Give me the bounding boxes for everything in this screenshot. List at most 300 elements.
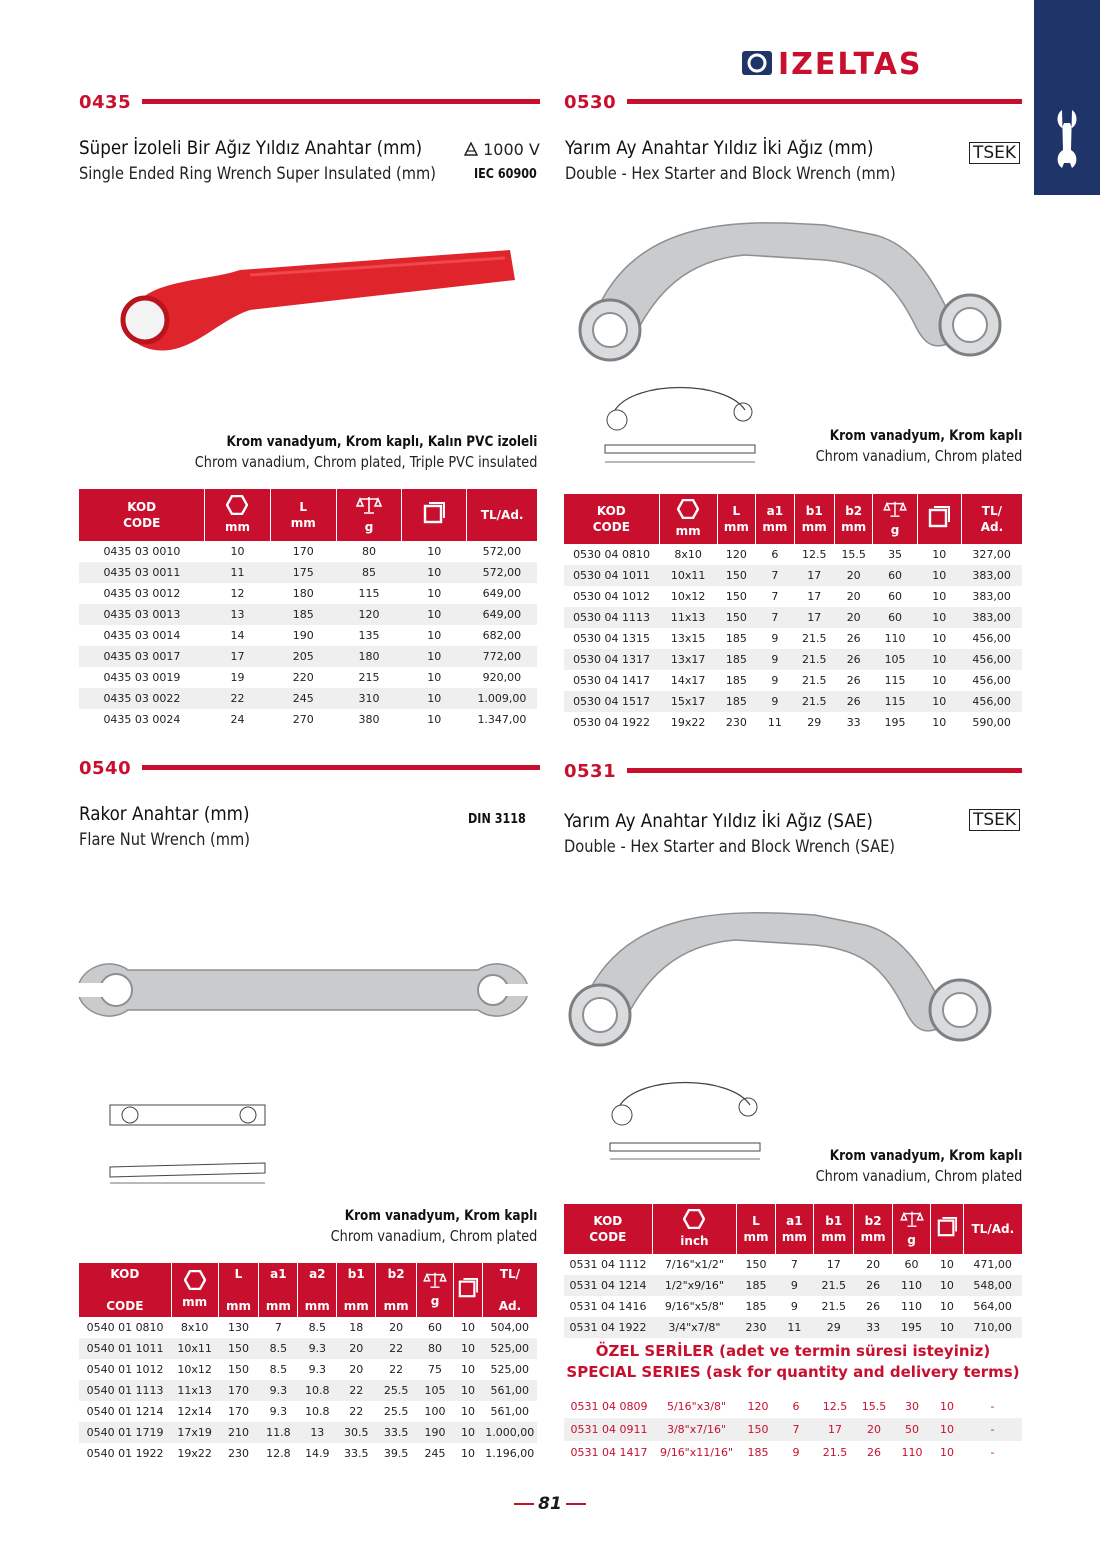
th-size: inch [652,1204,737,1254]
scale-icon [882,500,908,518]
table-cell: 120 [725,548,747,561]
table-cell: 0540 01 1719 [79,1422,171,1443]
table-cell: 39.5 [383,1447,409,1460]
title-tr-0530: Yarım Ay Anahtar Yıldız İki Ağız (mm) [565,137,874,159]
table-cell: 10 [932,548,947,561]
table-cell: 11x13 [659,607,717,628]
table-cell: 19 [230,671,245,684]
table-cell: 8.5 [259,1338,298,1359]
table-row [564,565,1022,586]
title-en-0540: Flare Nut Wrench (mm) [79,830,250,850]
table-cell: 245 [270,688,336,709]
table-cell: 80 [362,545,377,558]
table-cell: 6 [771,548,779,561]
table-cell: 21.5 [802,674,827,687]
table-cell: 11 [205,562,270,583]
table-cell: 14x17 [670,674,706,687]
table-row [79,562,537,583]
table-cell: 21.5 [794,691,834,712]
table-cell: 10x11 [659,565,717,586]
table-row [564,691,1022,712]
table-cell: 75 [428,1363,443,1376]
table-cell: 17x19 [171,1422,218,1443]
table-cell: 180 [292,587,314,600]
table-cell: 22 [376,1338,417,1359]
table-row [564,544,1022,565]
table-cell: 0435 03 0017 [79,646,205,667]
table-cell: 150 [228,1363,249,1376]
hex-icon [226,495,248,515]
table-cell: - [963,1418,1022,1441]
flare-nut-wrench-image [78,950,528,1030]
table-0531-special [564,1395,1022,1464]
title-tr-0531: Yarım Ay Anahtar Yıldız İki Ağız (SAE) [564,810,873,832]
title-en-0530: Double - Hex Starter and Block Wrench (mm) [565,164,896,184]
table-cell: 210 [218,1422,259,1443]
table-cell: 20 [866,1258,881,1271]
table-cell: 170 [218,1380,259,1401]
th-code: KOD CODE [564,1204,652,1254]
table-cell: 29 [814,1317,854,1338]
table-cell: 310 [336,688,401,709]
table-cell: 525,00 [482,1338,537,1359]
table-cell: 150 [739,1418,777,1441]
brand-logo-text: IZELTAS [778,47,923,78]
table-row [79,1401,537,1422]
table-cell: 380 [358,713,380,726]
special-series-en: SPECIAL SERIES (ask for quantity and delivery terms) [566,1363,1020,1381]
material-0435 [139,434,537,471]
voltage-rating [464,140,540,159]
table-cell: 7 [790,1258,798,1271]
table-cell: 25.5 [383,1405,409,1418]
table-cell: 10 [460,1321,475,1334]
half-moon-wrench-image [575,205,1030,370]
table-cell: 26 [834,649,872,670]
table-cell: 33.5 [343,1447,369,1460]
hex-icon [677,499,699,519]
table-cell: 33 [846,716,861,729]
table-row [79,583,537,604]
section-divider [142,765,540,770]
th-length: L mm [717,494,755,544]
table-cell: 170 [292,545,314,558]
table-cell: 17 [826,1258,841,1271]
table-row [79,1443,537,1464]
table-cell: 0531 04 0911 [564,1418,654,1441]
th-length: L mm [218,1263,259,1317]
table-cell: 649,00 [467,604,537,625]
section-code-0435: 0435 [79,92,132,113]
table-cell: 130 [228,1321,249,1334]
table-cell: 10 [932,716,947,729]
table-cell: 10 [931,1275,963,1296]
th-code: KOD CODE [79,489,205,541]
table-cell: 1/2"x9/16" [652,1275,737,1296]
table-cell: 120 [336,604,401,625]
table-cell: 548,00 [963,1275,1022,1296]
th-length: L mm [737,1204,775,1254]
table-cell: 9 [792,1446,800,1459]
table-cell: 0531 04 1417 [570,1446,648,1459]
table-cell: 110 [884,632,906,645]
voltage-text: 1000 V [483,140,540,159]
box-icon [928,506,950,528]
table-cell: 60 [873,565,917,586]
material-en: Chrom vanadium, Chrom plated [815,1167,1022,1185]
material-tr: Krom vanadyum, Krom kaplı, Kalın PVC izoleli [226,434,537,450]
table-row [79,1359,537,1380]
table-cell: 0435 03 0012 [103,587,181,600]
table-cell: 13x17 [659,649,717,670]
table-cell: 13 [298,1422,337,1443]
table-cell: 772,00 [467,646,537,667]
material-en: Chrom vanadium, Chrom plated, Triple PVC insulated [194,453,537,471]
table-cell: 504,00 [490,1321,529,1334]
th-b1: b1 mm [794,494,834,544]
table-cell: 10 [932,674,947,687]
table-cell: 10x12 [670,590,706,603]
table-cell: 12 [230,587,245,600]
th-price: TL/Ad. [963,1204,1022,1254]
table-row [79,541,537,562]
table-cell: 120 [747,1400,769,1413]
scale-icon [422,1271,448,1289]
table-cell: 220 [292,671,314,684]
table-row [564,628,1022,649]
box-icon [937,1217,957,1237]
table-cell: 26 [846,632,861,645]
table-cell: 10 [453,1422,482,1443]
table-cell: 10 [402,646,467,667]
category-tab [1034,0,1100,195]
th-a1: a1 mm [756,494,794,544]
material-tr: Krom vanadyum, Krom kaplı [829,1148,1022,1164]
table-cell: 10.8 [298,1380,337,1401]
table-cell: 0530 04 1317 [564,649,659,670]
table-row [79,625,537,646]
insulated-wrench-image [100,240,520,370]
table-row [79,1422,537,1443]
table-cell: 190 [417,1422,454,1443]
table-cell: 185 [725,632,747,645]
table-cell: 10x11 [171,1338,218,1359]
table-cell: 115 [884,674,906,687]
table-cell: 0435 03 0014 [103,629,181,642]
table-cell: - [990,1446,995,1459]
table-0531 [564,1204,1022,1338]
table-cell: 9 [775,1275,813,1296]
section-code-0540: 0540 [79,758,132,779]
material-tr: Krom vanadyum, Krom kaplı [344,1208,537,1224]
table-cell: 0540 01 1011 [79,1338,171,1359]
th-b1: b1 mm [337,1263,376,1317]
table-cell: 195 [892,1317,930,1338]
material-0530 [782,428,1022,465]
table-cell: 22 [389,1363,404,1376]
table-cell: 230 [228,1447,249,1460]
th-weight: g [336,489,401,541]
table-cell: 26 [846,674,861,687]
table-cell: 1.000,00 [482,1422,537,1443]
table-cell: 572,00 [482,545,522,558]
table-cell: 150 [218,1338,259,1359]
table-cell: 8.5 [308,1321,327,1334]
table-row [79,709,537,730]
table-cell: 471,00 [973,1258,1012,1271]
table-cell: 10 [932,632,947,645]
table-cell: 10 [230,545,245,558]
table-row [564,670,1022,691]
table-cell: 456,00 [972,632,1011,645]
table-cell: 17 [807,590,822,603]
table-cell: 1.347,00 [477,713,527,726]
table-cell: 110 [901,1300,922,1313]
table-cell: 12.5 [802,548,827,561]
table-cell: 0435 03 0022 [79,688,205,709]
table-cell: 230 [737,1317,775,1338]
table-cell: 1.196,00 [485,1447,535,1460]
table-0530 [564,494,1022,733]
table-cell: 22 [349,1405,364,1418]
table-cell: 230 [725,716,747,729]
table-cell: 20 [834,607,872,628]
table-row [79,1338,537,1359]
table-cell: 1.009,00 [467,688,537,709]
table-cell: 0530 04 1315 [573,632,651,645]
standard-0435: IEC 60900 [474,167,537,182]
table-cell: 7 [274,1321,282,1334]
table-cell: 564,00 [973,1300,1012,1313]
table-cell: 5/16"x3/8" [666,1400,727,1413]
table-cell: 135 [358,629,380,642]
th-size: mm [171,1263,218,1317]
table-cell: 456,00 [961,649,1022,670]
scale-icon [899,1210,925,1228]
table-cell: 6 [792,1400,800,1413]
th-code: KOD CODE [79,1263,171,1317]
table-cell: 17 [794,607,834,628]
table-cell: 12.5 [822,1400,848,1413]
table-row [564,712,1022,733]
table-cell: 456,00 [972,674,1011,687]
table-cell: 11.8 [259,1422,298,1443]
table-cell: 185 [747,1446,769,1459]
table-cell: 26 [866,1300,881,1313]
table-cell: 19x22 [670,716,706,729]
th-size: mm [205,489,270,541]
table-cell: 150 [725,590,747,603]
table-cell: 682,00 [482,629,522,642]
table-cell: 8x10 [180,1321,209,1334]
table-cell: 10 [453,1380,482,1401]
table-cell: 10 [939,1300,954,1313]
table-cell: 25.5 [376,1380,417,1401]
table-cell: 10 [940,1400,954,1413]
table-cell: 7/16"x1/2" [664,1258,724,1271]
table-cell: 105 [873,649,917,670]
table-cell: 8x10 [674,548,702,561]
th-b2: b2 mm [376,1263,417,1317]
table-cell: 383,00 [961,607,1022,628]
table-cell: 3/8"x7/16" [654,1418,739,1441]
table-cell: 10 [402,562,467,583]
table-cell: 15.5 [841,548,866,561]
page-number: 81 [0,1494,1100,1514]
table-cell: 185 [725,674,747,687]
table-cell: 50 [893,1418,931,1441]
table-cell: 10 [917,607,961,628]
table-cell: 383,00 [972,590,1011,603]
table-cell: 9 [771,632,779,645]
section-divider [627,99,1022,104]
table-cell: 17 [794,565,834,586]
table-cell: 190 [292,629,314,642]
table-cell: 10 [402,604,467,625]
th-price: TL/Ad. [467,489,537,541]
th-price: TL/ Ad. [961,494,1022,544]
table-cell: 33.5 [376,1422,417,1443]
table-cell: 7 [756,607,794,628]
table-cell: 14.9 [305,1447,330,1460]
table-cell: 15x17 [659,691,717,712]
table-cell: 175 [270,562,336,583]
table-cell: 0540 01 1922 [86,1447,164,1460]
table-cell: 85 [336,562,401,583]
table-cell: 180 [336,646,401,667]
table-cell: 17 [815,1418,855,1441]
table-cell: 11 [767,716,782,729]
table-cell: 215 [358,671,380,684]
table-cell: 10 [460,1447,475,1460]
table-cell: 0530 04 1012 [573,590,651,603]
table-cell: 150 [745,1258,767,1271]
table-cell: 195 [884,716,906,729]
table-cell: 33 [854,1317,892,1338]
table-cell: 9.3 [269,1405,288,1418]
table-cell: 0530 04 0810 [573,548,651,561]
th-pack [931,1204,963,1254]
th-price: TL/ Ad. [482,1263,537,1317]
table-cell: 9 [756,691,794,712]
table-row [79,604,537,625]
table-row [564,1441,1022,1464]
th-pack [917,494,961,544]
table-cell: 245 [424,1447,446,1460]
section-divider [142,99,540,104]
wrench-icon [1034,0,1100,195]
table-cell: 10x12 [177,1363,212,1376]
th-b2: b2 mm [854,1204,892,1254]
table-cell: 561,00 [482,1380,537,1401]
table-cell: 185 [270,604,336,625]
th-weight: g [873,494,917,544]
scale-icon [356,495,382,515]
table-cell: 10 [931,1317,963,1338]
table-cell: 10 [917,691,961,712]
table-cell: 60 [428,1321,443,1334]
table-cell: 13 [205,604,270,625]
table-cell: 0435 03 0024 [103,713,181,726]
table-cell: 10 [460,1405,475,1418]
hex-icon [184,1270,206,1290]
table-cell: 10 [940,1446,954,1459]
table-cell: 11x13 [171,1380,218,1401]
title-tr-0540: Rakor Anahtar (mm) [79,803,250,825]
table-cell: 30 [905,1400,919,1413]
table-cell: 115 [873,691,917,712]
table-cell: 20 [337,1338,376,1359]
table-cell: 456,00 [961,691,1022,712]
izeltas-logo [742,46,1010,78]
box-icon [423,502,445,524]
table-cell: 185 [745,1300,767,1313]
table-cell: 11 [775,1317,813,1338]
table-cell: 185 [717,691,755,712]
table-cell: 0540 01 1214 [86,1405,164,1418]
th-code: KOD CODE [564,494,659,544]
table-cell: 29 [807,716,822,729]
table-cell: 20 [389,1321,404,1334]
section-code-0531: 0531 [564,761,617,782]
table-cell: 18 [349,1321,364,1334]
table-cell: 170 [228,1405,249,1418]
table-cell: 13x15 [670,632,706,645]
section-code-0530: 0530 [564,92,617,113]
table-cell: 15.5 [861,1400,887,1413]
table-cell: 60 [888,590,903,603]
th-length: L mm [270,489,336,541]
table-cell: 0540 01 1012 [86,1363,164,1376]
table-row [79,667,537,688]
table-cell: 185 [737,1275,775,1296]
hex-icon [683,1209,705,1229]
title-en-0435: Single Ended Ring Wrench Super Insulated (mm) [79,164,436,184]
table-cell: 10 [460,1363,475,1376]
table-cell: 9.3 [259,1380,298,1401]
table-cell: 7 [771,590,779,603]
table-cell: 0540 01 0810 [86,1321,164,1334]
title-en-0531: Double - Hex Starter and Block Wrench (SAE) [564,837,896,857]
table-cell: 0435 03 0010 [103,545,181,558]
table-cell: 115 [358,587,380,600]
table-cell: 17 [205,646,270,667]
table-cell: 649,00 [482,587,522,600]
table-cell: 205 [270,646,336,667]
special-series-note [564,1341,1022,1383]
table-cell: 14 [230,629,245,642]
table-cell: 22 [205,688,270,709]
table-cell: 590,00 [972,716,1011,729]
table-row [79,688,537,709]
table-cell: 920,00 [482,671,522,684]
table-cell: 10 [427,545,442,558]
table-cell: 21.5 [821,1300,846,1313]
table-row [564,649,1022,670]
table-cell: 105 [417,1380,454,1401]
th-b1: b1 mm [814,1204,854,1254]
th-a1: a1 mm [259,1263,298,1317]
table-cell: 9/16"x5/8" [664,1300,724,1313]
table-cell: 0435 03 0019 [103,671,181,684]
table-row [79,1380,537,1401]
table-cell: 10 [917,565,961,586]
box-icon [458,1278,478,1298]
table-cell: 0530 04 1922 [573,716,651,729]
table-cell: 24 [230,713,245,726]
table-cell: - [990,1400,995,1413]
table-cell: 21.5 [822,1446,848,1459]
